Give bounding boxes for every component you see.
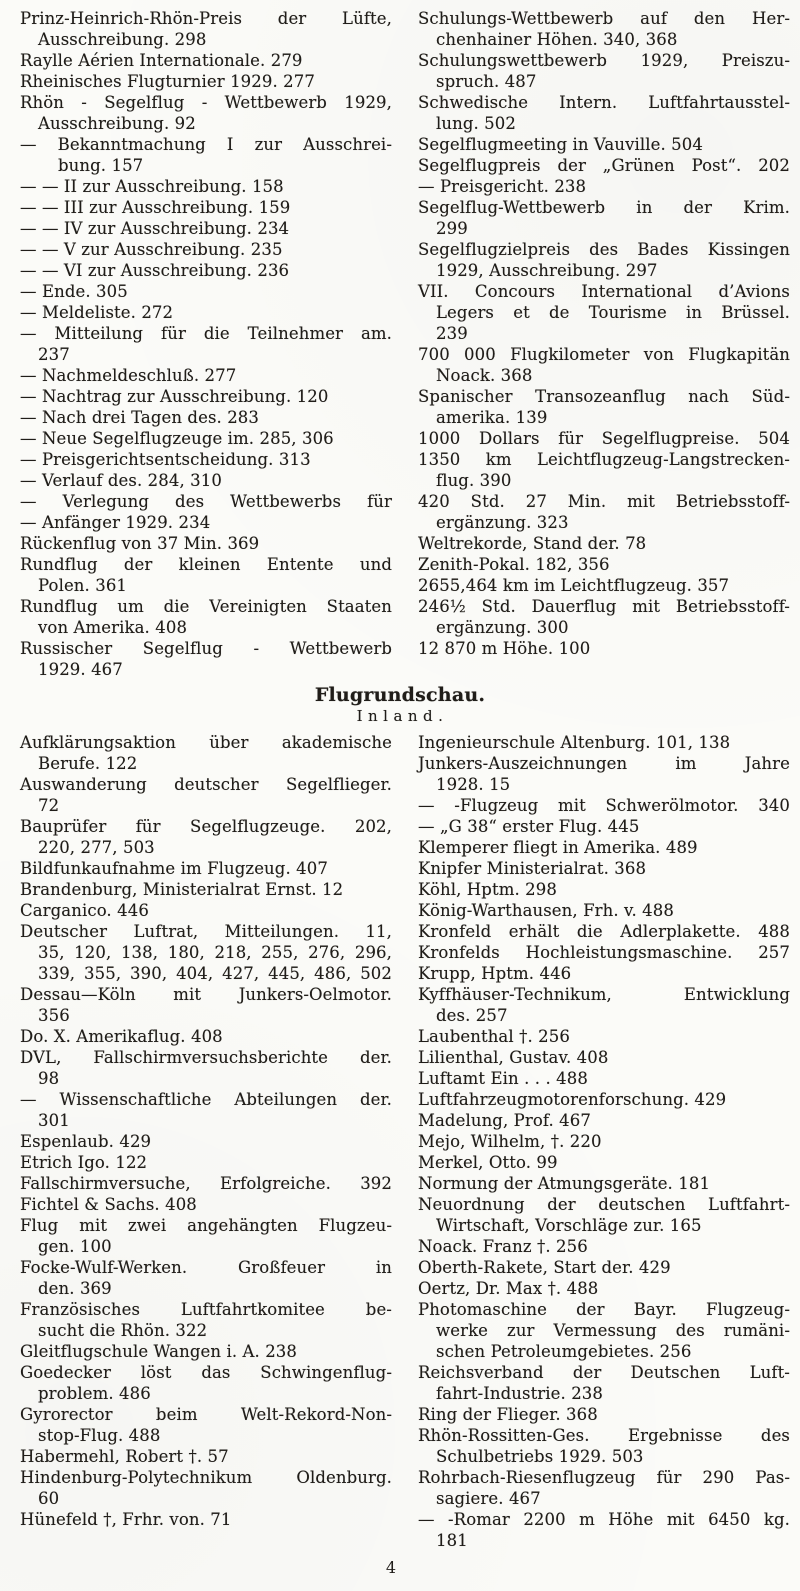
index-line: den. 369 [38, 1279, 112, 1298]
index-line: Weltrekorde, Stand der. 78 [418, 534, 647, 553]
index-line: stop-Flug. 488 [38, 1426, 161, 1445]
index-line: — -Romar 2200 m Höhe mit 6450 kg. [418, 1510, 790, 1529]
index-line: Reichsverband der Deutschen Luft- [418, 1363, 790, 1382]
index-line: Laubenthal †. 256 [418, 1027, 570, 1046]
index-line: Flug mit zwei angehängten Flugzeu- [20, 1216, 392, 1235]
index-line: Aufklärungsaktion über akademische [20, 733, 392, 752]
index-top-right-column [418, 8, 790, 680]
index-line: Photomaschine der Bayr. Flugzeug- [418, 1300, 790, 1319]
index-line: Segelflugmeeting in Vauville. 504 [418, 135, 703, 154]
index-line: Polen. 361 [38, 576, 128, 595]
index-inland-left-column [20, 732, 392, 1551]
index-line: Knipfer Ministerialrat. 368 [418, 859, 647, 878]
index-line: Fallschirmversuche, Erfolgreiche. 392 [20, 1174, 392, 1193]
index-line: — Neue Segelflugzeuge im. 285, 306 [20, 429, 334, 448]
index-line: Kronfelds Hochleistungsmaschine. 257 [418, 943, 790, 962]
index-line: Legers et de Tourisme in Brüssel. [436, 303, 790, 322]
index-line: — — IV zur Ausschreibung. 234 [20, 219, 290, 238]
index-line: sagiere. 467 [436, 1489, 541, 1508]
index-line: 12 870 m Höhe. 100 [418, 639, 591, 658]
index-line: 60 [38, 1489, 60, 1508]
index-line: schen Petroleumgebietes. 256 [436, 1342, 692, 1361]
index-line: 1929, Ausschreibung. 297 [436, 261, 658, 280]
index-line: Oberth-Rakete, Start der. 429 [418, 1258, 671, 1277]
index-line: bung. 157 [58, 156, 144, 175]
index-line: Rohrbach-Riesenflugzeug für 290 Pas- [418, 1468, 790, 1487]
index-line: Espenlaub. 429 [20, 1132, 152, 1151]
index-line: Köhl, Hptm. 298 [418, 880, 557, 899]
index-line: fahrt-Industrie. 238 [436, 1384, 604, 1403]
index-line: 220, 277, 503 [38, 838, 155, 857]
index-top-left-column [20, 8, 392, 680]
index-line: Raylle Aérien Internationale. 279 [20, 51, 303, 70]
index-line: Berufe. 122 [38, 754, 138, 773]
index-line: 98 [38, 1069, 60, 1088]
index-line: Hünefeld †, Frhr. von. 71 [20, 1510, 232, 1529]
section-title: Flugrundschau. [314, 684, 486, 706]
index-line: 237 [38, 345, 70, 364]
index-line: lung. 502 [436, 114, 516, 133]
index-line: Deutscher Luftrat, Mitteilungen. 11, [20, 922, 392, 941]
index-line: Carganico. 446 [20, 901, 149, 920]
index-line: Habermehl, Robert †. 57 [20, 1447, 229, 1466]
index-line: Ausschreibung. 92 [38, 114, 196, 133]
index-line: — Nachmeldeschluß. 277 [20, 366, 237, 385]
index-line: Rhön - Segelflug - Wettbewerb 1929, [20, 93, 392, 112]
index-line: amerika. 139 [436, 408, 548, 427]
index-line: Klemperer fliegt in Amerika. 489 [418, 838, 698, 857]
index-line: 181 [436, 1531, 468, 1550]
index-line: Luftamt Ein . . . 488 [418, 1069, 588, 1088]
index-line: Brandenburg, Ministerialrat Ernst. 12 [20, 880, 344, 899]
index-inland-section [0, 732, 800, 1551]
index-line: DVL, Fallschirmversuchsberichte der. [20, 1048, 392, 1067]
index-line: Russischer Segelflug - Wettbewerb [20, 639, 392, 658]
index-line: 301 [38, 1111, 70, 1130]
index-line: — — III zur Ausschreibung. 159 [20, 198, 291, 217]
index-line: sucht die Rhön. 322 [38, 1321, 208, 1340]
index-line: Schulungswettbewerb 1929, Preiszu- [418, 51, 790, 70]
index-line: — Verlauf des. 284, 310 [20, 471, 222, 490]
index-line: Kronfeld erhält die Adlerplakette. 488 [418, 922, 790, 941]
index-line: — Preisgericht. 238 [418, 177, 587, 196]
index-line: 35, 120, 138, 180, 218, 255, 276, 296, [38, 943, 392, 962]
index-line: Oertz, Dr. Max †. 488 [418, 1279, 599, 1298]
index-line: Französisches Luftfahrtkomitee be- [20, 1300, 392, 1319]
index-line: — — VI zur Ausschreibung. 236 [20, 261, 290, 280]
index-line: 239 [436, 324, 468, 343]
index-line: Kyffhäuser-Technikum, Entwicklung [418, 985, 790, 1004]
index-line: Segelflug-Wettbewerb in der Krim. [418, 198, 790, 217]
index-line: Gleitflugschule Wangen i. A. 238 [20, 1342, 298, 1361]
index-line: 1929. 467 [38, 660, 123, 679]
index-line: — Ende. 305 [20, 282, 128, 301]
index-line: Schwedische Intern. Luftfahrtausstel- [418, 93, 790, 112]
page-number: 4 [385, 1558, 397, 1577]
index-line: 72 [38, 796, 60, 815]
index-line: Do. X. Amerikaflug. 408 [20, 1027, 223, 1046]
index-line: ergänzung. 300 [436, 618, 569, 637]
index-line: 1350 km Leichtflugzeug-Langstrecken- [418, 450, 790, 469]
index-line: Zenith-Pokal. 182, 356 [418, 555, 610, 574]
index-line: Normung der Atmungsgeräte. 181 [418, 1174, 711, 1193]
index-line: Schulbetriebs 1929. 503 [436, 1447, 644, 1466]
index-line: 339, 355, 390, 404, 427, 445, 486, 502 [38, 964, 392, 983]
index-line: Wirtschaft, Vorschläge zur. 165 [436, 1216, 702, 1235]
index-line: — „G 38“ erster Flug. 445 [418, 817, 640, 836]
index-line: werke zur Vermessung des rumäni- [436, 1321, 790, 1340]
index-line: — Bekanntmachung I zur Ausschrei- [20, 135, 392, 154]
index-line: Noack. 368 [436, 366, 533, 385]
index-line: 420 Std. 27 Min. mit Betriebsstoff- [418, 492, 790, 511]
index-line: — Wissenschaftliche Abteilungen der. [20, 1090, 392, 1109]
index-line: 1928. 15 [436, 775, 511, 794]
index-line: chenhainer Höhen. 340, 368 [436, 30, 678, 49]
index-line: Junkers-Auszeichnungen im Jahre [418, 754, 790, 773]
index-line: Schulungs-Wettbewerb auf den Her- [418, 9, 790, 28]
index-line: Lilienthal, Gustav. 408 [418, 1048, 609, 1067]
index-line: — Mitteilung für die Teilnehmer am. [20, 324, 392, 343]
index-inland-right-column [418, 732, 790, 1551]
index-line: Dessau—Köln mit Junkers-Oelmotor. [20, 985, 392, 1004]
index-line: — Preisgerichtsentscheidung. 313 [20, 450, 311, 469]
index-line: — Meldeliste. 272 [20, 303, 174, 322]
index-line: Madelung, Prof. 467 [418, 1111, 591, 1130]
index-line: Rhön-Rossitten-Ges. Ergebnisse des [418, 1426, 790, 1445]
index-line: Merkel, Otto. 99 [418, 1153, 558, 1172]
index-line: 1000 Dollars für Segelflugpreise. 504 [418, 429, 790, 448]
index-line: — — V zur Ausschreibung. 235 [20, 240, 283, 259]
section-subtitle: Inland. [356, 707, 449, 725]
index-line: des. 257 [436, 1006, 508, 1025]
index-line: problem. 486 [38, 1384, 151, 1403]
index-line: Segelflugpreis der „Grünen Post“. 202 [418, 156, 790, 175]
index-line: von Amerika. 408 [38, 618, 188, 637]
index-line: 356 [38, 1006, 70, 1025]
index-line: Rundflug um die Vereinigten Staaten [20, 597, 392, 616]
index-line: Noack. Franz †. 256 [418, 1237, 588, 1256]
index-line: — -Flugzeug mit Schwerölmotor. 340 [418, 796, 790, 815]
index-line: Luftfahrzeugmotorenforschung. 429 [418, 1090, 727, 1109]
index-line: 299 [436, 219, 468, 238]
index-line: Prinz-Heinrich-Rhön-Preis der Lüfte, [20, 9, 392, 28]
index-line: 2655,464 km im Leichtflugzeug. 357 [418, 576, 730, 595]
index-line: gen. 100 [38, 1237, 112, 1256]
index-line: Mejo, Wilhelm, †. 220 [418, 1132, 602, 1151]
index-line: ergänzung. 323 [436, 513, 569, 532]
index-line: Auswanderung deutscher Segelflieger. [20, 775, 392, 794]
index-line: Bildfunkaufnahme im Flugzeug. 407 [20, 859, 328, 878]
index-line: Etrich Igo. 122 [20, 1153, 148, 1172]
index-line: 246½ Std. Dauerflug mit Betriebsstoff- [418, 597, 790, 616]
index-line: — Anfänger 1929. 234 [20, 513, 211, 532]
index-line: Rheinisches Flugturnier 1929. 277 [20, 72, 315, 91]
index-line: flug. 390 [436, 471, 512, 490]
index-line: — Nachtrag zur Ausschreibung. 120 [20, 387, 329, 406]
index-line: Rundflug der kleinen Entente und [20, 555, 392, 574]
index-line: Neuordnung der deutschen Luftfahrt- [418, 1195, 790, 1214]
index-line: Bauprüfer für Segelflugzeuge. 202, [20, 817, 392, 836]
index-line: VII. Concours International d’Avions [418, 282, 790, 301]
index-line: König-Warthausen, Frh. v. 488 [418, 901, 674, 920]
index-line: Focke-Wulf-Werken. Großfeuer in [20, 1258, 392, 1277]
index-line: Ingenieurschule Altenburg. 101, 138 [418, 733, 731, 752]
index-line: 700 000 Flugkilometer von Flugkapitän [418, 345, 790, 364]
index-line: spruch. 487 [436, 72, 537, 91]
index-line: Rückenflug von 37 Min. 369 [20, 534, 260, 553]
index-line: Ring der Flieger. 368 [418, 1405, 598, 1424]
index-line: Fichtel & Sachs. 408 [20, 1195, 197, 1214]
index-line: Goedecker löst das Schwingenflug- [20, 1363, 392, 1382]
index-line: Ausschreibung. 298 [38, 30, 207, 49]
index-line: Spanischer Transozeanflug nach Süd- [418, 387, 790, 406]
index-line: — — II zur Ausschreibung. 158 [20, 177, 284, 196]
index-line: Krupp, Hptm. 446 [418, 964, 572, 983]
index-line: Hindenburg-Polytechnikum Oldenburg. [20, 1468, 392, 1487]
section-heading [0, 684, 800, 726]
index-top-section [0, 8, 800, 680]
index-line: — Verlegung des Wettbewerbs für [20, 492, 392, 511]
index-line: Gyrorector beim Welt-Rekord-Non- [20, 1405, 392, 1424]
page-footer [0, 1558, 800, 1578]
index-line: — Nach drei Tagen des. 283 [20, 408, 260, 427]
index-line: Segelflugzielpreis des Bades Kissingen [418, 240, 790, 259]
